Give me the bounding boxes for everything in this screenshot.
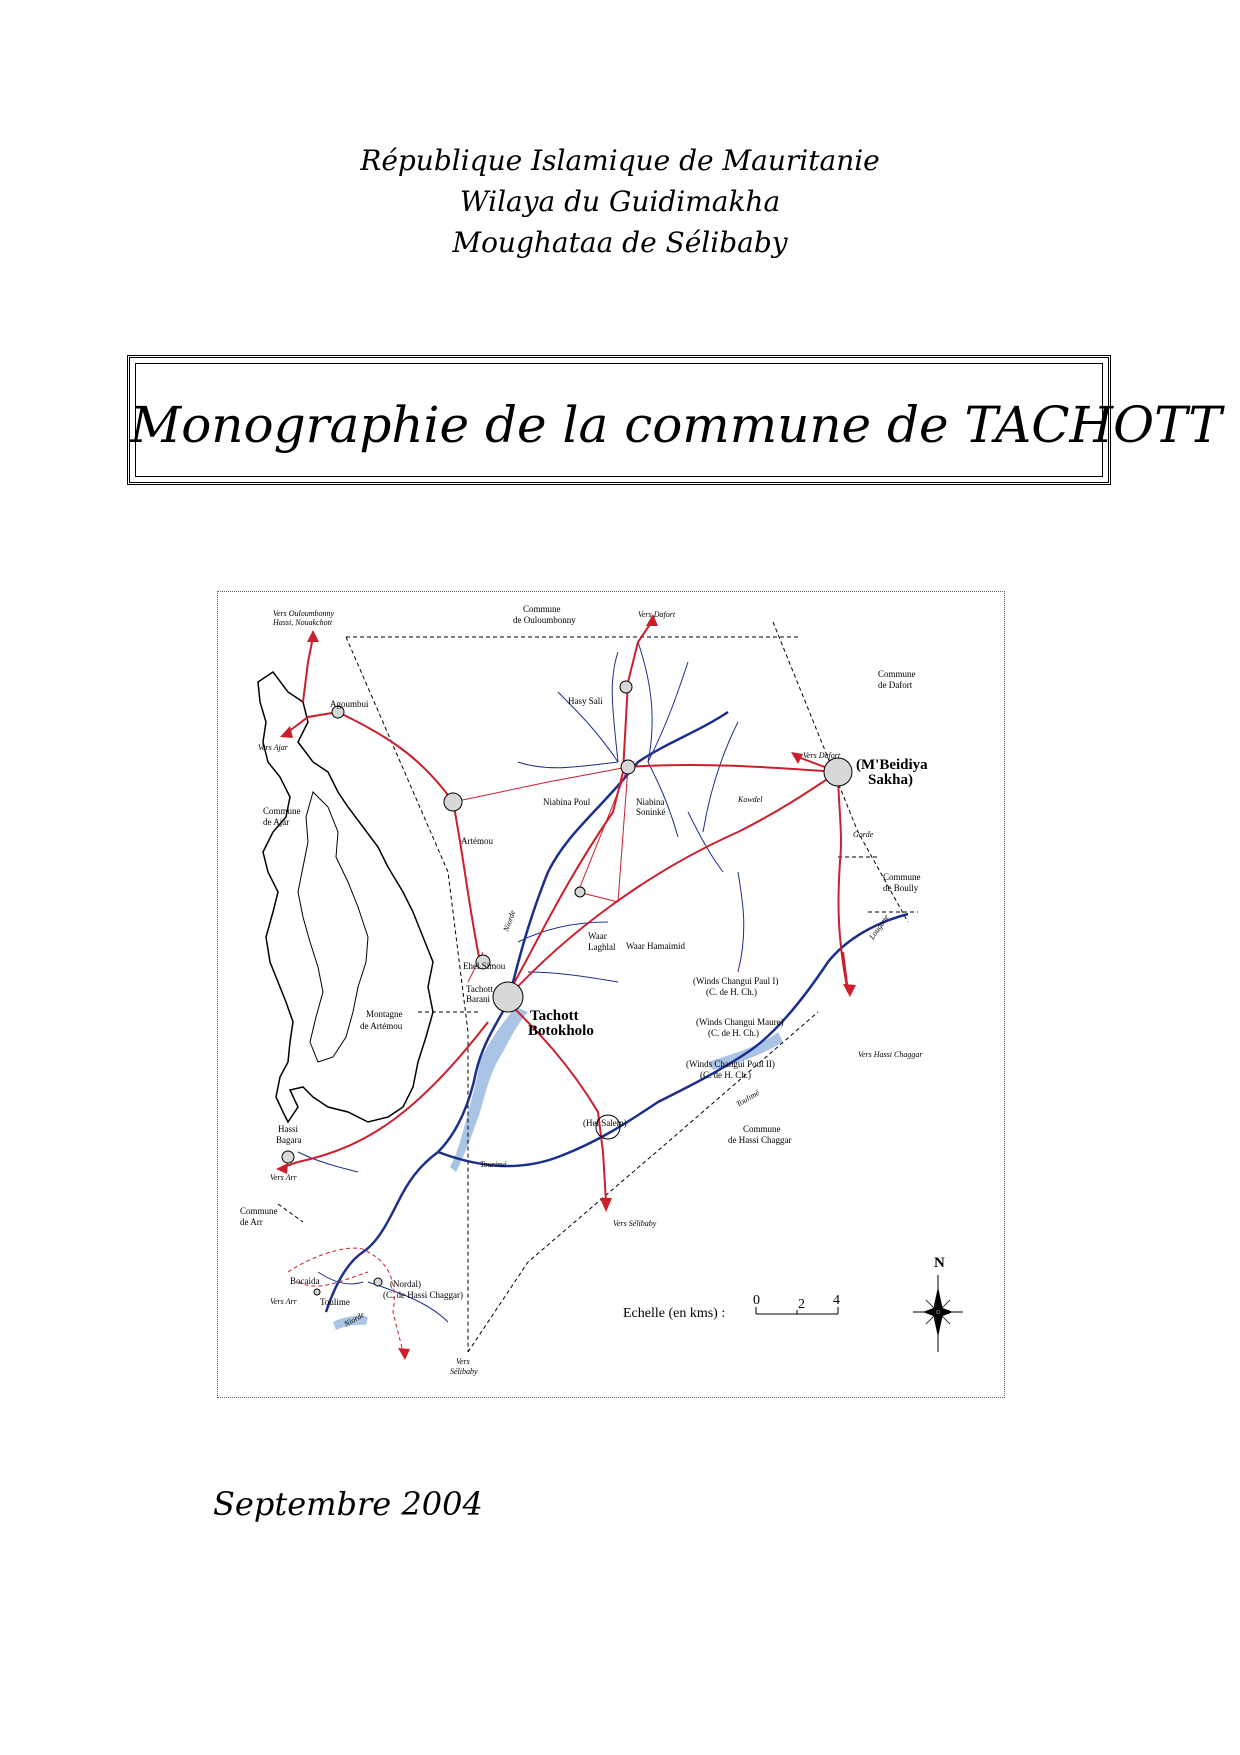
label-commune-dafort-2: de Dafort xyxy=(878,680,913,690)
label-winds-maure-b: (C. de H. Ch.) xyxy=(708,1028,759,1038)
label-winds-1b: (C. de H. Ch.) xyxy=(706,987,757,997)
map-figure xyxy=(217,591,1005,1398)
document-date: Septembre 2004 xyxy=(213,1485,483,1523)
label-kowdel: Kowdel xyxy=(738,795,763,804)
label-commune-arr: Commune xyxy=(240,1206,278,1216)
north-arrow xyxy=(913,1255,963,1352)
map-labels xyxy=(240,604,928,1376)
label-waar-laghlal: Waar xyxy=(588,931,607,941)
label-waar-laghlal-2: Laghlal xyxy=(588,942,616,952)
label-mbeidiya-2: Sakha) xyxy=(868,772,914,788)
label-commune-boully-2: de Boully xyxy=(883,883,919,893)
label-ehel-simou: Ehel Simou xyxy=(463,961,506,971)
label-nordal-2: (C. de Hassi Chaggar) xyxy=(383,1290,463,1300)
label-hasy-sali: Hasy Sali xyxy=(568,696,603,706)
label-commune-hassi-chaggar-2: de Hassi Chaggar xyxy=(728,1135,792,1145)
north-label: N xyxy=(934,1255,945,1271)
label-tachott-botokholo: Tachott xyxy=(530,1008,579,1024)
river-fill xyxy=(450,1007,528,1172)
label-winds-maure: (Winds Changui Maure) xyxy=(696,1017,784,1027)
label-vers-arr: Vers Arr xyxy=(270,1173,297,1182)
label-niabina-poul: Niabina Poul xyxy=(543,797,591,807)
scale-tick-4: 4 xyxy=(833,1293,840,1308)
label-river-tourime: Tourimé xyxy=(480,1160,507,1169)
title-frame xyxy=(127,355,1222,485)
label-river-toulime: Toulimé xyxy=(734,1088,762,1109)
label-tachott-botokholo-2: Botokholo xyxy=(528,1023,594,1039)
label-vers-dafort-top: Vers Dafort xyxy=(638,610,676,619)
label-vers-hassi-chaggar: Vers Hassi Chaggar xyxy=(858,1050,923,1059)
label-vers-ouloumbonny-2: Hassi, Nouakchott xyxy=(273,618,333,627)
label-winds-2: (Winds Changui Poul II) xyxy=(686,1059,775,1069)
label-vers-selibaby-2: Vers xyxy=(456,1357,470,1366)
label-nordal: (Nordal) xyxy=(390,1279,421,1289)
mountain-inner xyxy=(298,792,368,1062)
scale-label: Echelle (en kms) : xyxy=(623,1306,726,1321)
label-vers-dafort-right: Vers Dafort xyxy=(803,751,841,760)
label-vers-ouloumbonny: Vers Ouloumbonny xyxy=(273,609,335,618)
label-waar-hamaimid: Waar Hamaimid xyxy=(626,941,686,951)
header-block xyxy=(0,140,1240,263)
label-commune-ouloumbonny: Commune xyxy=(523,604,561,614)
scale-tick-2: 2 xyxy=(798,1297,805,1312)
label-commune-ouloumbonny-2: de Ouloumbonny xyxy=(513,615,576,625)
label-montagne: Montagne xyxy=(366,1009,403,1019)
label-vers-arr-2: Vers Arr xyxy=(270,1297,297,1306)
header-moughataa: Moughataa de Sélibaby xyxy=(452,226,788,259)
map-svg xyxy=(218,592,1006,1399)
label-river-louga: Lougane xyxy=(867,913,891,942)
header-wilaya: Wilaya du Guidimakha xyxy=(459,185,781,218)
villages xyxy=(282,681,852,1295)
label-commune-hassi-chaggar: Commune xyxy=(743,1124,781,1134)
mountain-outline xyxy=(258,672,433,1122)
label-bocaida: Bocaida xyxy=(290,1276,320,1286)
label-mbeidiya: (M'Beidiya xyxy=(856,757,928,773)
label-montagne-2: de Artémou xyxy=(360,1021,403,1031)
label-tachott-barani: Tachott xyxy=(466,984,493,994)
label-river-niorde-2: Niorde xyxy=(342,1309,366,1329)
scale-tick-0: 0 xyxy=(753,1293,760,1308)
label-agoumbui: Agoumbui xyxy=(330,699,369,709)
label-commune-ajar: Commune xyxy=(263,806,301,816)
label-river-niorde: Niorde xyxy=(501,908,518,933)
label-commune-arr-2: de Arr xyxy=(240,1217,263,1227)
scale-bar xyxy=(623,1293,840,1321)
label-niabina-soninke-2: Soninké xyxy=(636,807,666,817)
label-winds-1: (Winds Changui Paul I) xyxy=(693,976,779,986)
label-gorde: Gorde xyxy=(853,830,874,839)
label-vers-selibaby-2b: Sélibaby xyxy=(450,1367,478,1376)
label-commune-ajar-2: de Ajar xyxy=(263,817,290,827)
label-hel-salem: (Hel Salem) xyxy=(583,1118,627,1128)
label-winds-2b: (C. de H. Ch.) xyxy=(700,1070,751,1080)
label-commune-boully: Commune xyxy=(883,872,921,882)
header-country: République Islamique de Mauritanie xyxy=(360,144,880,177)
label-commune-dafort: Commune xyxy=(878,669,916,679)
label-vers-ajar: Vers Ajar xyxy=(258,743,288,752)
label-niabina-soninke: Niabina xyxy=(636,797,665,807)
label-tachott-barani-2: Barani xyxy=(466,994,490,1004)
label-toulime: Toulime xyxy=(320,1297,350,1307)
document-title: Monographie de la commune de TACHOTT xyxy=(130,396,1222,454)
label-vers-selibaby: Vers Sélibaby xyxy=(613,1219,657,1228)
label-hassi-bagara-2: Bagara xyxy=(276,1135,302,1145)
label-artemou: Artémou xyxy=(461,836,493,846)
label-hassi-bagara: Hassi xyxy=(278,1124,298,1134)
